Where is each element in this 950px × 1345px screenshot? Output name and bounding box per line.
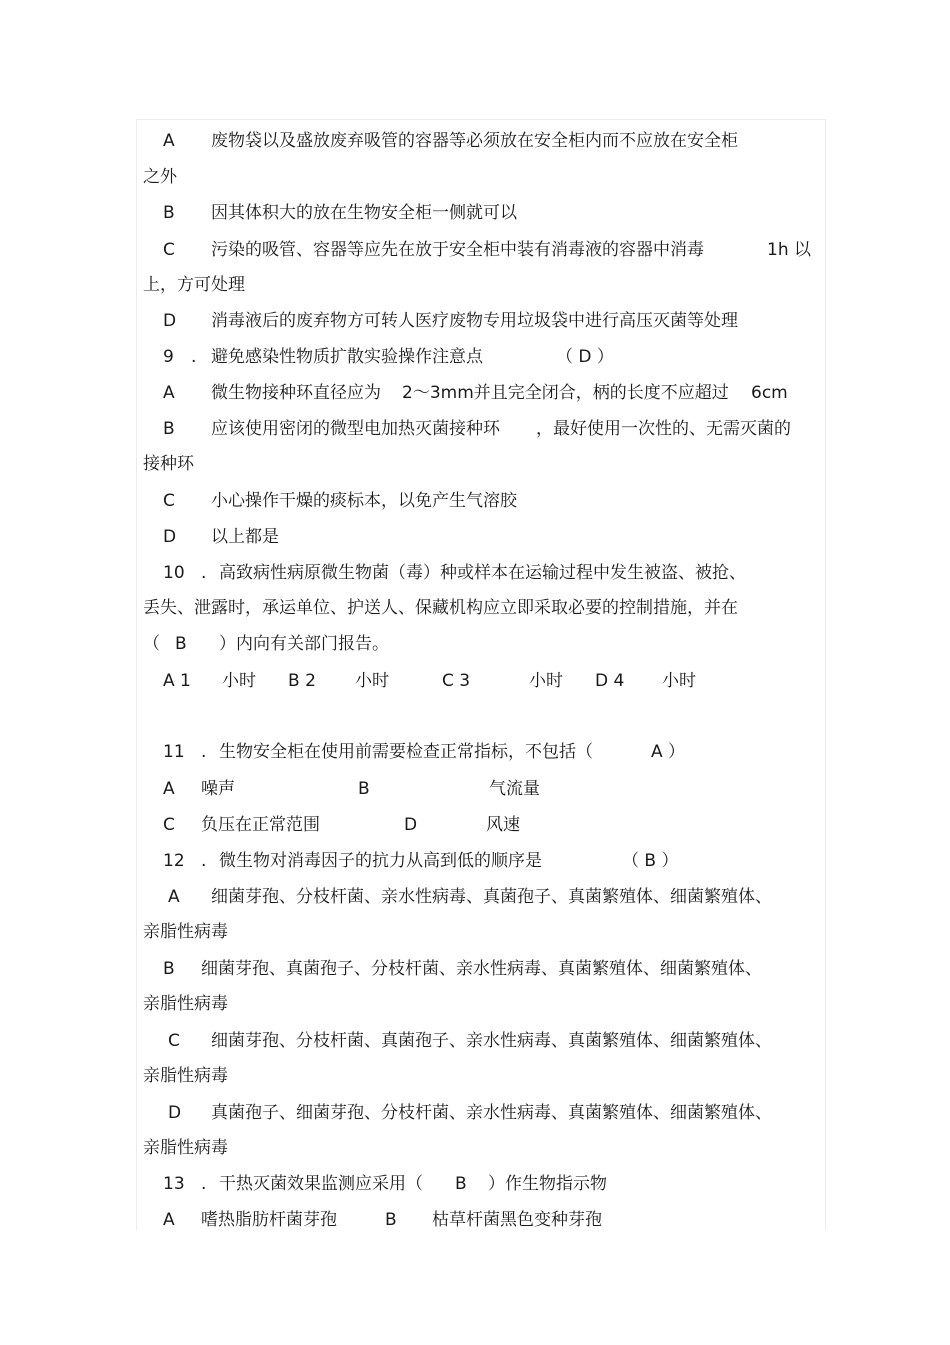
q9-dot: . <box>191 347 197 367</box>
q12-option-d-label: D <box>168 1103 182 1123</box>
q12-option-d-text: 真菌孢子、细菌芽孢、分枝杆菌、亲水性病毒、真菌繁殖体、细菌繁殖体、 <box>211 1103 772 1123</box>
q10-option-b: B 2 <box>288 671 316 691</box>
q12-stem: 微生物对消毒因子的抗力从高到低的顺序是 <box>219 851 542 871</box>
q11-option-d-label: D <box>404 815 418 835</box>
q12-option-a-label: A <box>168 887 180 907</box>
q12-option-b-text: 细菌芽孢、真菌孢子、分枝杆菌、亲水性病毒、真菌繁殖体、细菌繁殖体、 <box>201 959 762 979</box>
q11-option-b-text: 气流量 <box>489 779 540 799</box>
q9-option-b-tail: ，最好使用一次性的、无需灭菌的 <box>536 419 791 439</box>
q11-option-a-text: 噪声 <box>201 779 235 799</box>
q11-stem: 生物安全柜在使用前需要检查正常指标，不包括（ <box>219 742 593 762</box>
q9-option-b-text: 应该使用密闭的微型电加热灭菌接种环 <box>211 419 500 439</box>
q10-number: 10 <box>163 563 185 583</box>
q9-option-b-label: B <box>163 419 175 439</box>
q10-stem-end: ）内向有关部门报告。 <box>219 634 389 654</box>
q11-option-b-label: B <box>358 779 370 799</box>
q9-option-c-text: 小心操作干燥的痰标本，以免产生气溶胶 <box>211 491 517 511</box>
q13-stem-tail: ）作生物指示物 <box>488 1174 607 1194</box>
q12-dot: . <box>201 851 207 871</box>
q9-stem: 避免感染性物质扩散实验操作注意点 <box>211 347 483 367</box>
q8-option-a-continuation: 之外 <box>143 167 177 187</box>
q12-option-d-continuation: 亲脂性病毒 <box>143 1138 228 1158</box>
q9-option-d-text: 以上都是 <box>211 527 279 547</box>
q12-option-b-label: B <box>163 959 175 979</box>
q9-option-b-continuation: 接种环 <box>143 454 194 474</box>
q9-number: 9 <box>163 347 174 367</box>
q9-answer: （ D ） <box>556 347 614 367</box>
q8-option-c-label: C <box>163 240 175 260</box>
q10-stem: 高致病性病原微生物菌（毒）种或样本在运输过程中发生被盗、被抢、 <box>219 563 746 583</box>
q8-option-c-text: 污染的吸管、容器等应先在放于安全柜中装有消毒液的容器中消毒 <box>211 240 704 260</box>
q9-option-d-label: D <box>163 527 177 547</box>
q13-option-a-text: 嗜热脂肪杆菌芽孢 <box>201 1210 337 1230</box>
q12-option-a-continuation: 亲脂性病毒 <box>143 922 228 942</box>
q9-option-a-label: A <box>163 383 175 403</box>
q10-option-d: D 4 <box>595 671 625 691</box>
q10-answer: B <box>175 634 187 654</box>
q10-stem-continuation: 丢失、泄露时，承运单位、护送人、保藏机构应立即采取必要的控制措施，并在 <box>143 598 738 618</box>
q12-option-c-label: C <box>168 1031 180 1051</box>
q10-paren-open: （ <box>143 634 160 654</box>
q11-option-d-text: 风速 <box>486 815 520 835</box>
q8-option-c-continuation: 上，方可处理 <box>143 275 245 295</box>
q9-option-a-text: 微生物接种环直径应为 <box>211 383 381 403</box>
q8-option-c-tail: 1h 以 <box>767 240 811 260</box>
q11-answer: A ） <box>651 742 686 762</box>
q9-option-c-label: C <box>163 491 175 511</box>
q12-option-b-continuation: 亲脂性病毒 <box>143 994 228 1014</box>
q10-option-c: C 3 <box>442 671 471 691</box>
q11-dot: . <box>201 742 207 762</box>
q8-option-a-label: A <box>163 131 175 151</box>
q10-option-c-unit: 小时 <box>529 671 563 691</box>
q10-option-a: A 1 <box>163 671 191 691</box>
q11-option-a-label: A <box>163 779 175 799</box>
q13-option-b-text: 枯草杆菌黑色变种芽孢 <box>432 1210 602 1230</box>
q8-option-b-label: B <box>163 203 175 223</box>
q13-option-b-label: B <box>385 1210 397 1230</box>
q10-option-b-unit: 小时 <box>355 671 389 691</box>
q10-option-a-unit: 小时 <box>222 671 256 691</box>
q10-dot: . <box>201 563 207 583</box>
q11-option-c-text: 负压在正常范围 <box>201 815 320 835</box>
q11-number: 11 <box>163 742 185 762</box>
q12-number: 12 <box>163 851 185 871</box>
q13-stem: 干热灭菌效果监测应采用（ <box>219 1174 423 1194</box>
q13-option-a-label: A <box>163 1210 175 1230</box>
q8-option-b-text: 因其体积大的放在生物安全柜一侧就可以 <box>211 203 517 223</box>
q13-number: 13 <box>163 1174 185 1194</box>
q8-option-d-text: 消毒液后的废弃物方可转人医疗废物专用垃圾袋中进行高压灭菌等处理 <box>211 311 738 331</box>
q12-option-a-text: 细菌芽孢、分枝杆菌、亲水性病毒、真菌孢子、真菌繁殖体、细菌繁殖体、 <box>211 887 772 907</box>
q12-answer: （ B ） <box>622 851 679 871</box>
q12-option-c-text: 细菌芽孢、分枝杆菌、真菌孢子、亲水性病毒、真菌繁殖体、细菌繁殖体、 <box>211 1031 772 1051</box>
q8-option-d-label: D <box>163 311 177 331</box>
q13-answer: B <box>455 1174 467 1194</box>
q9-option-a-value: 2～3mm并且完全闭合，柄的长度不应超过 <box>402 383 729 403</box>
q11-option-c-label: C <box>163 815 175 835</box>
q12-option-c-continuation: 亲脂性病毒 <box>143 1066 228 1086</box>
q10-option-d-unit: 小时 <box>662 671 696 691</box>
q13-dot: . <box>201 1174 207 1194</box>
q8-option-a-text: 废物袋以及盛放废弃吸管的容器等必须放在安全柜内而不应放在安全柜 <box>211 131 738 151</box>
q9-option-a-tail: 6cm <box>751 383 788 403</box>
